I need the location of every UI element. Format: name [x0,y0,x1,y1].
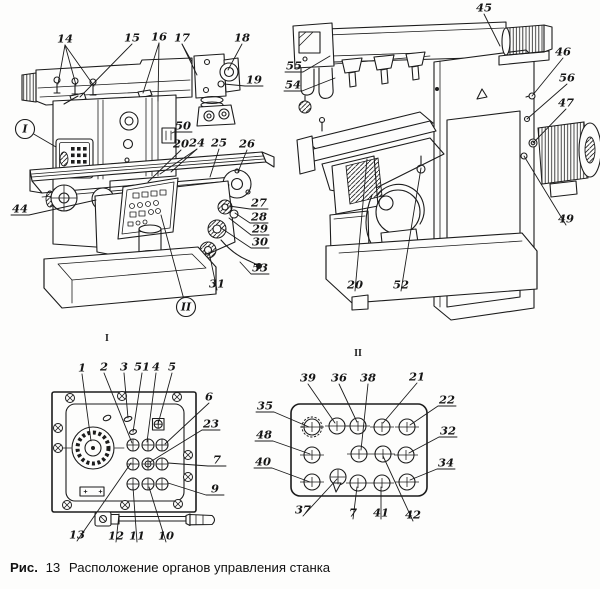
callout-label-32: 32 [439,423,457,438]
callout-label-51: 51 [133,359,151,374]
callout-label-21: 21 [408,369,426,384]
callout-label-23: 23 [202,416,220,431]
callout-label-30: 30 [251,234,269,249]
callout-label-48: 48 [255,427,273,442]
badge-label-II: II [180,300,192,314]
callout-label-15: 15 [123,30,141,45]
callout-label-20: 20 [346,277,364,292]
callout-label-16: 16 [150,29,168,44]
callout-label-5: 5 [167,359,177,374]
control-panel-1 [52,389,215,527]
panel1-heading: I [105,333,109,344]
callout-label-47: 47 [557,95,575,110]
caption-label: Рис. [10,560,38,575]
callout-label-13: 13 [68,527,86,542]
figure-caption [10,560,331,575]
callout-label-38: 38 [359,370,377,385]
callout-label-22: 22 [438,392,456,407]
control-panel-2 [291,404,427,496]
front-view-machine [22,54,274,308]
name-plate [80,487,104,496]
callout-label-31: 31 [208,276,226,291]
callout-label-49: 49 [557,211,575,226]
callout-label-55: 55 [285,58,303,73]
callout-label-45: 45 [475,0,493,15]
callout-label-20: 20 [172,136,190,151]
callout-label-2: 2 [99,359,109,374]
rear-view-machine [293,22,600,320]
callout-label-25: 25 [210,135,228,150]
caption-number: 13 [45,560,61,575]
callout-label-7: 7 [212,452,222,467]
drive-motor [538,122,600,197]
callout-label-28: 28 [250,209,268,224]
callout-label-44: 44 [11,201,29,216]
callout-label-11: 11 [128,528,146,543]
callout-label-29: 29 [251,221,269,236]
callout-label-34: 34 [437,455,455,470]
callout-label-39: 39 [299,370,317,385]
panel1-button-grid [127,439,168,490]
callout-label-46: 46 [554,44,572,59]
panel2-heading: II [354,348,362,359]
callout-label-1: 1 [77,360,87,375]
callout-label-37: 37 [294,502,312,517]
callout-label-54: 54 [284,77,302,92]
callout-label-6: 6 [204,389,214,404]
callout-label-18: 18 [233,30,251,45]
callout-label-4: 4 [151,359,161,374]
callout-label-14: 14 [56,31,74,46]
callout-label-50: 50 [174,118,192,133]
callout-label-40: 40 [254,454,272,469]
callout-label-24: 24 [188,135,206,150]
callout-label-27: 27 [250,195,268,210]
callout-label-10: 10 [157,528,175,543]
arbor-support [194,54,240,126]
panel2-holes [300,417,419,491]
callout-label-26: 26 [238,136,256,151]
callout-label-52: 52 [392,277,410,292]
callout-label-35: 35 [256,398,274,413]
rear-table [297,112,444,260]
callout-label-7: 7 [348,505,358,520]
caption-text: Расположение органов управления станка [68,560,331,575]
callout-label-9: 9 [210,481,220,496]
callout-label-36: 36 [330,370,348,385]
badge-label-I: I [22,122,28,136]
overarm-clamp-knob [506,25,544,55]
callout-label-42: 42 [404,507,422,522]
overarm-end-knob [22,73,36,102]
feed-motor [346,158,382,204]
callout-label-12: 12 [107,528,125,543]
callout-label-41: 41 [372,505,390,520]
callout-label-19: 19 [245,72,263,87]
callout-label-3: 3 [119,359,129,374]
callout-label-56: 56 [558,70,576,85]
bottom-lever [95,512,215,526]
callout-label-53: 53 [251,260,269,275]
callout-label-17: 17 [173,30,191,45]
